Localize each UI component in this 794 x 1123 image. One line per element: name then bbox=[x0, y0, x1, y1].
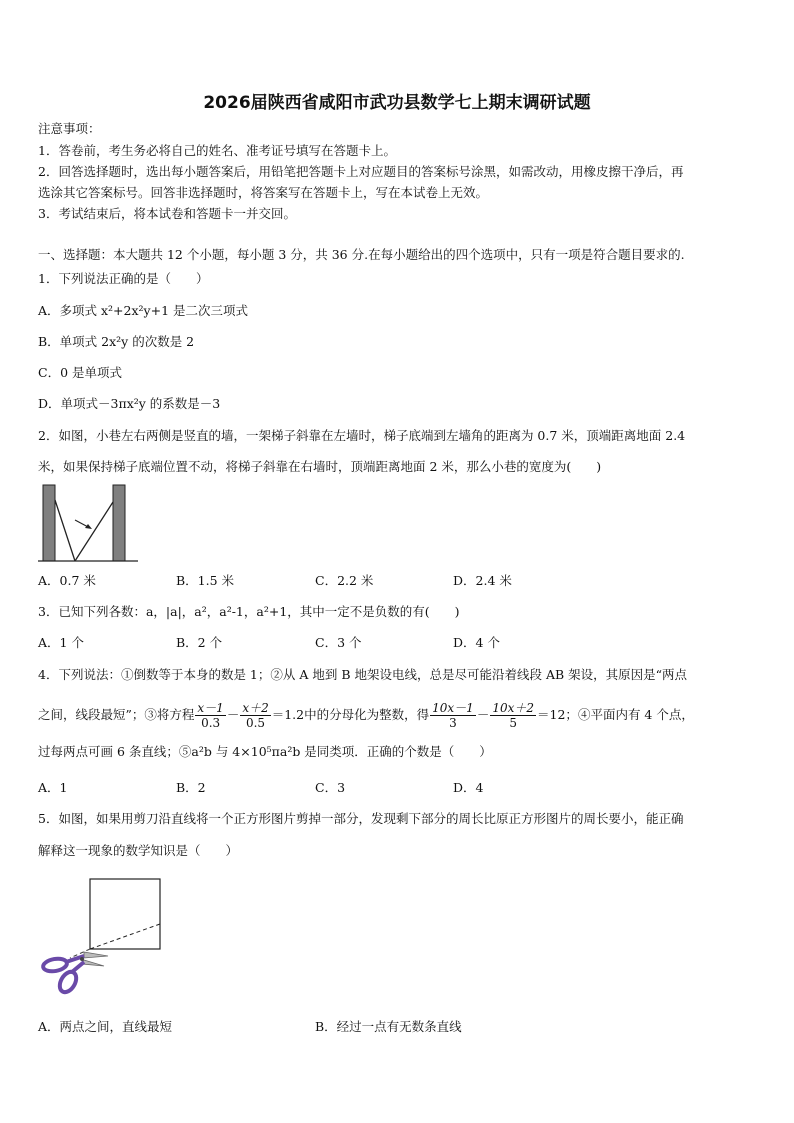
q4-option-a: A．1 bbox=[38, 780, 68, 795]
square-cut-figure bbox=[38, 872, 168, 1000]
ladder-right bbox=[75, 502, 113, 561]
section-heading: 一、选择题：本大题共 12 个小题，每小题 3 分，共 36 分.在每小题给出的四个选项中，只有一项是符合题目要求的. bbox=[38, 247, 685, 262]
q4-minus-1: － bbox=[226, 707, 240, 722]
q5-option-b: B．经过一点有无数条直线 bbox=[315, 1019, 462, 1034]
q3-stem: 3．已知下列各数：a，|a|，a²，a²-1，a²+1，其中一定不是负数的有( ) bbox=[38, 604, 460, 619]
q3-option-a: A．1 个 bbox=[38, 635, 84, 650]
q1-option-d: D．单项式－3πx²y 的系数是－3 bbox=[38, 396, 221, 411]
ladder-left bbox=[55, 500, 75, 561]
alley-ladder-figure bbox=[38, 480, 142, 566]
q5-option-a: A．两点之间，直线最短 bbox=[38, 1019, 173, 1034]
q4-fraction-2: $\frac{x+2}{0.5}$ bbox=[242, 701, 269, 730]
q1-stem: 1．下列说法正确的是（ ） bbox=[38, 271, 209, 286]
q4-option-b: B．2 bbox=[176, 780, 206, 795]
q3-option-b: B．2 个 bbox=[176, 635, 223, 650]
q2-option-a: A．0.7 米 bbox=[38, 573, 96, 588]
notice-item-2-cont: 选涂其它答案标号。回答非选择题时，将答案写在答题卡上，写在本试卷上无效。 bbox=[38, 185, 489, 200]
q4-text-a: 之间，线段最短”；③将方程 bbox=[38, 707, 195, 722]
q4-stem-line1: 4．下列说法：①倒数等于本身的数是 1；②从 A 地到 B 地架设电线，总是尽可能沿着线段 AB 架设，其原因是“两点 bbox=[38, 667, 688, 682]
q4-text-b: 中的分母化为整数，得 bbox=[304, 707, 430, 722]
square-shape bbox=[90, 879, 160, 949]
q2-stem-line1: 2．如图，小巷左右两侧是竖直的墙，一架梯子斜靠在左墙时，梯子底端到左墙角的距离为 0.7 米，顶端距离地面 2.4 bbox=[38, 428, 686, 443]
q2-option-d: D．2.4 米 bbox=[453, 573, 512, 588]
q2-stem-line2: 米，如果保持梯子底端位置不动，将梯子斜靠在右墙时，顶端距离地面 2 米，那么小巷的宽度为( ) bbox=[38, 459, 602, 474]
q4-equals-2: ＝12； bbox=[537, 707, 578, 722]
q4-minus-2: － bbox=[476, 707, 490, 722]
right-wall bbox=[113, 485, 125, 561]
q5-stem-line1: 5．如图，如果用剪刀沿直线将一个正方形图片剪掉一部分，发现剩下部分的周长比原正方形图片的周长要小，能正确 bbox=[38, 811, 684, 826]
q4-equals-1: ＝1.2 bbox=[271, 707, 305, 722]
q1-option-c: C．0 是单项式 bbox=[38, 365, 122, 380]
q5-stem-line2: 解释这一现象的数学知识是（ ） bbox=[38, 843, 239, 858]
q4-fraction-3: $\frac{10x-1}{3}$ bbox=[432, 701, 474, 730]
q2-option-b: B．1.5 米 bbox=[176, 573, 235, 588]
q4-stem-line2 bbox=[38, 700, 694, 730]
q1-option-a: A．多项式 x²+2x²y+1 是二次三项式 bbox=[38, 303, 249, 318]
scissors-icon bbox=[42, 952, 108, 995]
q4-option-d: D．4 bbox=[453, 780, 484, 795]
notice-item-3: 3．考试结束后，将本试卷和答题卡一并交回。 bbox=[38, 206, 296, 221]
q4-fraction-1: $\frac{x-1}{0.3}$ bbox=[197, 701, 224, 730]
q4-option-c: C．3 bbox=[315, 780, 346, 795]
page-title: 2026届陕西省咸阳市武功县数学七上期末调研试题 bbox=[203, 93, 591, 113]
notice-heading: 注意事项： bbox=[38, 121, 101, 136]
arrow-head-icon bbox=[85, 524, 92, 529]
left-wall bbox=[43, 485, 55, 561]
q4-text-c: ④平面内有 4 个点， bbox=[577, 707, 694, 722]
q4-fraction-4: $\frac{10x+2}{5}$ bbox=[492, 701, 535, 730]
q3-option-d: D．4 个 bbox=[453, 635, 500, 650]
q4-stem-line3: 过每两点可画 6 条直线；⑤a²b 与 4×10⁵πa²b 是同类项．正确的个数是（ ） bbox=[38, 744, 492, 759]
q3-option-c: C．3 个 bbox=[315, 635, 362, 650]
q2-option-c: C．2.2 米 bbox=[315, 573, 374, 588]
q1-option-b: B．单项式 2x²y 的次数是 2 bbox=[38, 334, 195, 349]
notice-item-1: 1．答卷前，考生务必将自己的姓名、准考证号填写在答题卡上。 bbox=[38, 143, 396, 158]
notice-item-2: 2．回答选择题时，选出每小题答案后，用铅笔把答题卡上对应题目的答案标号涂黑，如需改动，用橡皮擦干净后，再 bbox=[38, 164, 684, 179]
